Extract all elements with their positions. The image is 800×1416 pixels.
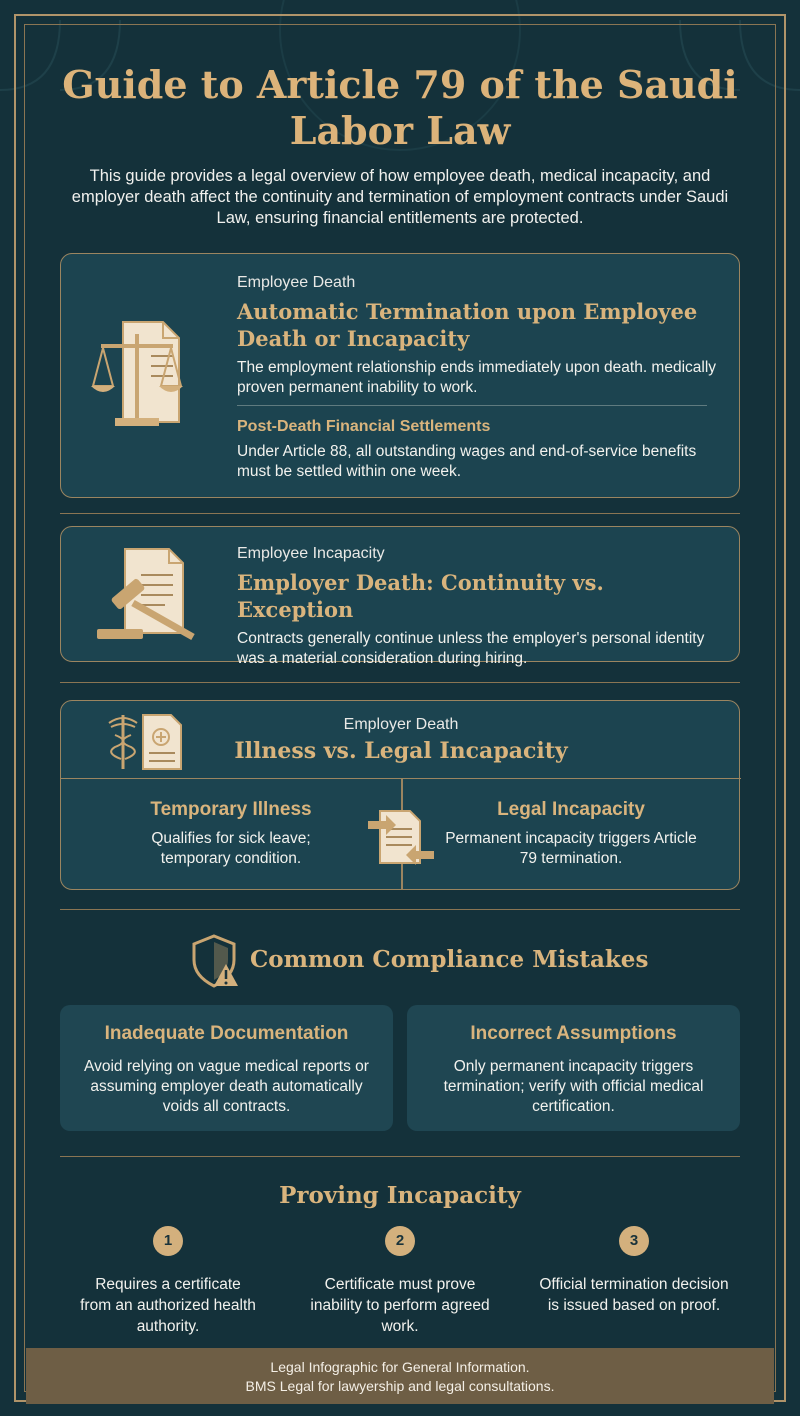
card-divider xyxy=(237,405,707,406)
step-number: 2 xyxy=(385,1226,415,1256)
card-employee-incapacity xyxy=(60,526,740,667)
page-title: Guide to Article 79 of the Saudi Labor Law xyxy=(62,62,738,153)
card-employee-death xyxy=(60,253,740,498)
mistake-card xyxy=(60,1005,393,1131)
panel-title: Temporary Illness xyxy=(150,799,312,820)
section-heading: Illness vs. Legal Incapacity xyxy=(234,738,568,764)
gavel-document-icon xyxy=(95,545,205,645)
footer xyxy=(26,1348,774,1404)
mistake-card xyxy=(407,1005,740,1131)
section-label: Employee Incapacity xyxy=(237,545,385,562)
section-heading: Automatic Termination upon Employee Death or Incapacity xyxy=(237,299,698,351)
section-divider xyxy=(60,909,740,910)
proving-title: Proving Incapacity xyxy=(279,1182,521,1209)
step-item xyxy=(58,1226,278,1337)
step-item xyxy=(524,1226,744,1316)
panel-description: Permanent incapacity triggers Article 79 termination. xyxy=(445,830,697,867)
section-label: Employer Death xyxy=(343,716,459,733)
card-header xyxy=(61,701,741,779)
section-description: Contracts generally continue unless the employer's personal identity was a material consideration during hiring. xyxy=(237,630,705,667)
footer-line: BMS Legal for lawyership and legal consultations. xyxy=(245,1378,555,1394)
panel-description: Qualifies for sick leave; temporary condition. xyxy=(151,830,311,867)
scales-document-icon xyxy=(89,316,209,436)
section-description: The employment relationship ends immediately upon death. medically proven permanent inability to work. xyxy=(237,359,717,396)
mistakes-title: Common Compliance Mistakes xyxy=(250,946,649,973)
step-description: Official termination decision is issued based on proof. xyxy=(539,1276,729,1314)
temporary-illness-panel xyxy=(61,799,401,869)
mistake-description: Only permanent incapacity triggers termination; verify with official medical certification. xyxy=(443,1058,704,1115)
section-label: Employee Death xyxy=(237,274,356,291)
card-employer-death xyxy=(60,700,740,890)
panel-title: Legal Incapacity xyxy=(497,799,645,820)
section-heading: Employer Death: Continuity vs. Exception xyxy=(237,570,604,622)
step-number: 1 xyxy=(153,1226,183,1256)
mistake-description: Avoid relying on vague medical reports or assuming employer death automatically voids all contracts. xyxy=(84,1058,369,1115)
section-divider xyxy=(60,682,740,683)
mistake-title: Incorrect Assumptions xyxy=(470,1023,677,1044)
section-divider xyxy=(60,1156,740,1157)
document-exchange-icon xyxy=(366,805,436,867)
intro-text: This guide provides a legal overview of how employee death, medical incapacity, and employer death affect the continuity and termination of employment contracts under Saudi Law, ensuring financial entitlements are protected. xyxy=(71,167,729,227)
footer-line: Legal Infographic for General Information. xyxy=(270,1359,530,1375)
step-number: 3 xyxy=(619,1226,649,1256)
warning-shield-icon xyxy=(190,934,240,988)
legal-incapacity-panel xyxy=(401,799,741,869)
step-description: Requires a certificate from an authorized health authority. xyxy=(80,1276,256,1335)
step-description: Certificate must prove inability to perform agreed work. xyxy=(310,1276,490,1335)
step-item xyxy=(290,1226,510,1337)
subsection-description: Under Article 88, all outstanding wages and end-of-service benefits must be settled within one week. xyxy=(237,443,697,480)
section-divider xyxy=(60,513,740,514)
subsection-heading: Post-Death Financial Settlements xyxy=(237,418,491,435)
mistake-title: Inadequate Documentation xyxy=(104,1023,349,1044)
